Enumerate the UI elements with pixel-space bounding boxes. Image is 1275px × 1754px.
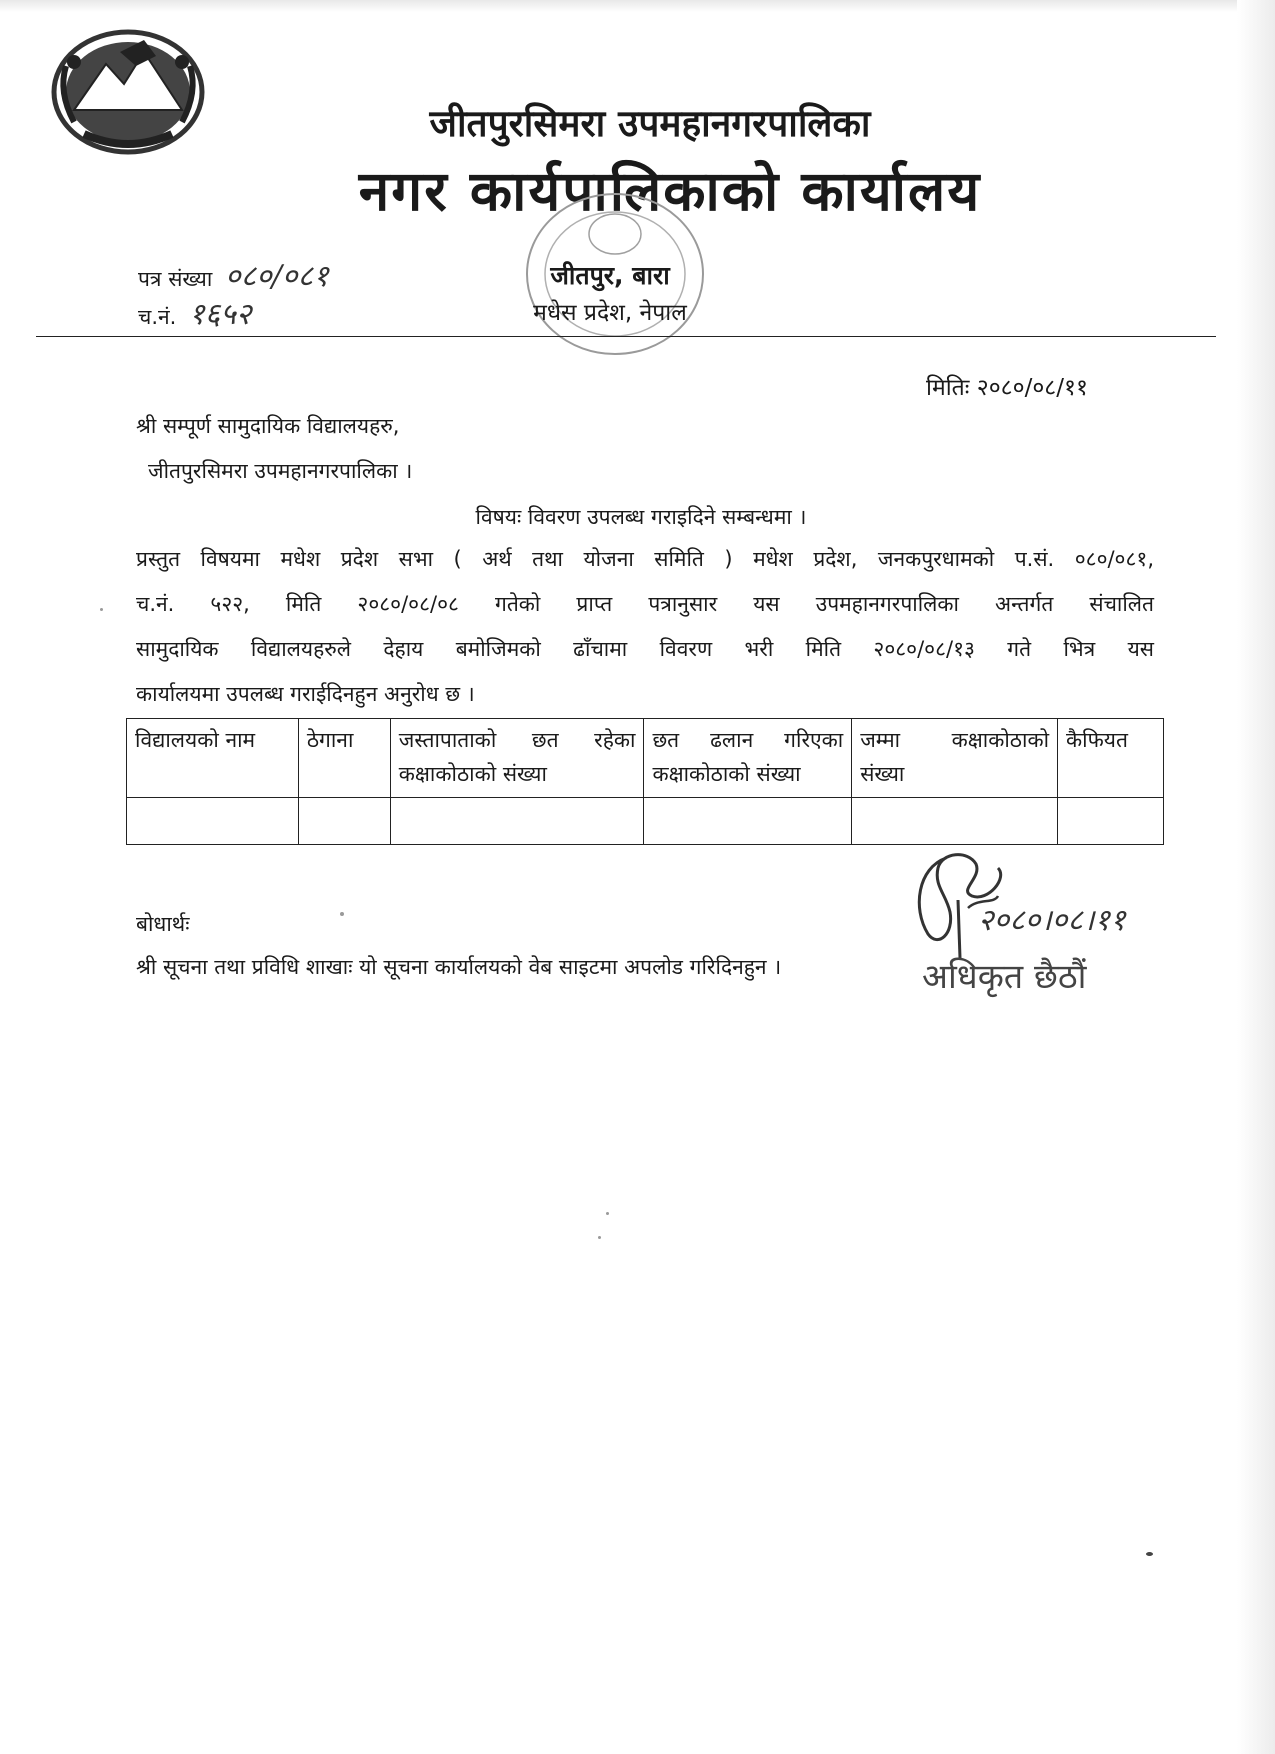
col-address: ठेगाना <box>298 719 390 798</box>
signature-icon <box>898 838 1158 1000</box>
chalani-number <box>138 292 251 333</box>
signature-date: २०८०।०८।११ <box>978 903 1126 938</box>
header-divider <box>36 336 1216 337</box>
scan-edge-top <box>0 0 1275 12</box>
body-line: सामुदायिक विद्यालयहरुले देहाय बमोजिमको ढाँचामा विवरण भरी मिति २०८०/०८/१३ गते भित्र यस <box>136 637 1154 661</box>
address-line-1: जीतपुर, बारा <box>550 261 670 290</box>
scan-speck <box>606 1212 609 1215</box>
subject-line: विषयः विवरण उपलब्ध गराइदिने सम्बन्धमा । <box>475 505 807 529</box>
municipality-name: जीतपुरसिमरा उपमहानगरपालिका <box>429 101 871 145</box>
patra-sankhya <box>138 254 329 295</box>
col-total-rooms: जम्मा कक्षाकोठाको संख्या <box>852 719 1058 798</box>
table-cell <box>644 798 852 845</box>
letter-date: मितिः २०८०/०८/११ <box>926 375 1088 401</box>
patra-label: पत्र संख्या <box>138 267 213 291</box>
scan-speck <box>1146 1552 1153 1556</box>
addressee-line-1: श्री सम्पूर्ण सामुदायिक विद्यालयहरु, <box>136 414 400 438</box>
table-cell <box>127 798 299 845</box>
school-details-table <box>126 718 1164 845</box>
body-line: च.नं. ५२२, मिति २०८०/०८/०८ गतेको प्राप्त पत्रानुसार यस उपमहानगरपालिका अन्तर्गत संचालित <box>136 592 1154 616</box>
scan-edge-right <box>1237 0 1275 1754</box>
col-tin-roof-rooms: जस्तापाताको छत रहेका कक्षाकोठाको संख्या <box>390 719 644 798</box>
nepal-emblem-icon <box>44 22 212 156</box>
body-line: कार्यालयमा उपलब्ध गराईदिनहुन अनुरोध छ । <box>136 682 475 706</box>
patra-value: ०८०/०८१ <box>224 259 329 294</box>
bodharth-label: बोधार्थः <box>136 912 190 936</box>
body-line: प्रस्तुत विषयमा मधेश प्रदेश सभा ( अर्थ तथा योजना समिति ) मधेश प्रदेश, जनकपुरधामको प.सं. ०८०/०८१, <box>136 547 1154 571</box>
address-line-2: मधेस प्रदेश, नेपाल <box>533 300 687 326</box>
col-remarks: कैफियत <box>1058 719 1164 798</box>
chalani-label: च.नं. <box>138 305 177 329</box>
col-concrete-roof-rooms: छत ढलान गरिएका कक्षाकोठाको संख्या <box>644 719 852 798</box>
col-school-name: विद्यालयको नाम <box>127 719 299 798</box>
table-cell <box>390 798 644 845</box>
signature-designation: अधिकृत छैठौं <box>922 957 1087 997</box>
notice-line: श्री सूचना तथा प्रविधि शाखाः यो सूचना कार्यालयको वेब साइटमा अपलोड गरिदिनहुन । <box>136 955 782 979</box>
scan-speck <box>340 912 344 916</box>
office-name: नगर कार्यपालिकाको कार्यालय <box>358 159 982 223</box>
scan-speck <box>598 1236 601 1239</box>
addressee-line-2: जीतपुरसिमरा उपमहानगरपालिका । <box>148 459 413 483</box>
scan-speck <box>100 608 103 611</box>
chalani-value: १६५२ <box>189 297 252 332</box>
table-cell <box>298 798 390 845</box>
table-header-row <box>127 719 1164 798</box>
